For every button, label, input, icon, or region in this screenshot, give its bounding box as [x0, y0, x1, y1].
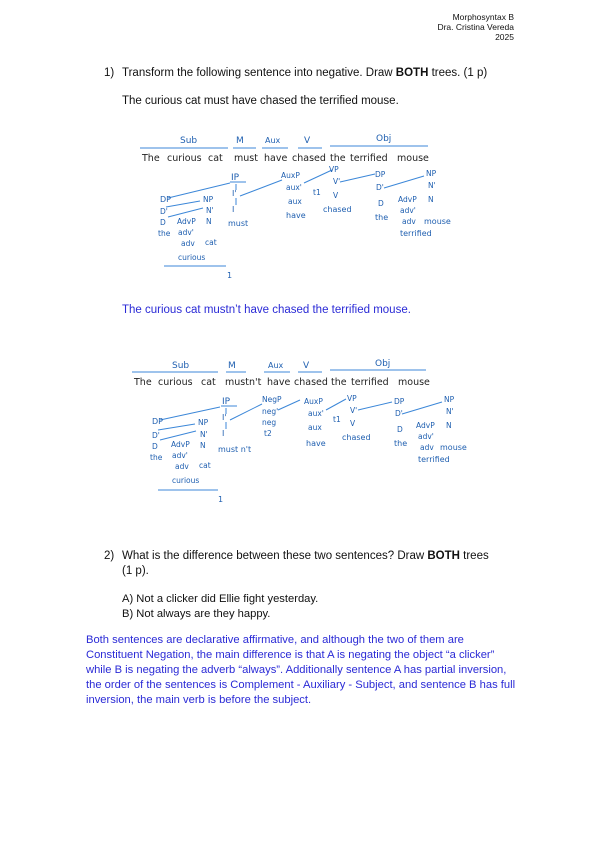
word-curious: curious [172, 476, 200, 485]
word-have: have [286, 211, 306, 220]
node-np: NP [426, 169, 437, 178]
node-ibar: I' [222, 413, 227, 422]
tree-word: mouse [398, 377, 430, 388]
option-b: B) Not always are they happy. [122, 608, 271, 620]
negative-sentence: The curious cat mustn’t have chased the terrified mouse. [122, 304, 411, 316]
node-adv: adv [181, 239, 195, 248]
node-dbar: D' [152, 431, 160, 440]
node-ip: IP [231, 173, 240, 183]
question-bold: BOTH [427, 550, 460, 562]
tree-word: mouse [397, 153, 429, 164]
node-nbar: N' [428, 181, 436, 190]
footnote-mark: 1 [227, 271, 233, 280]
tree-word: chased [292, 153, 326, 164]
question-text-b: trees. (1 p) [428, 67, 488, 79]
role-label: Sub [172, 361, 190, 371]
question-text-a: What is the difference between these two sentences? Draw [122, 550, 428, 562]
trace-t1: t1 [313, 188, 321, 197]
tree-word: curious [167, 153, 202, 164]
tree-word: terrified [350, 153, 388, 164]
word-terrified: terrified [400, 229, 432, 238]
node-vp: VP [347, 394, 357, 403]
node-vbar: V' [333, 177, 341, 186]
node-advbar: adv' [418, 432, 434, 441]
year: 2025 [495, 32, 514, 42]
node-advp: AdvP [177, 217, 196, 226]
node-negbar: neg' [262, 407, 279, 416]
node-dp: DP [375, 170, 386, 179]
node-d: D [160, 218, 166, 227]
node-ibar: I' [232, 189, 237, 198]
role-label: V [303, 361, 310, 371]
question-2 [104, 549, 489, 564]
tree-word: The [134, 377, 152, 388]
tree-word: mustn't [225, 377, 262, 388]
word-chased: chased [342, 433, 371, 442]
role-label: M [236, 136, 244, 146]
role-label: V [304, 136, 311, 146]
role-label: M [228, 361, 236, 371]
node-nbar: N' [200, 430, 208, 439]
word-mouse: mouse [424, 217, 451, 226]
node-auxbar: aux' [308, 409, 324, 418]
question-2-points: (1 p). [122, 565, 149, 577]
node-dbar: D' [160, 207, 168, 216]
node-d: D [378, 199, 384, 208]
answer-line: while B is negating the adverb “always”. Additionally sentence A has partial inversion, [86, 664, 507, 676]
answer-line: the order of the sentences is Complement - Auxiliary - Subject, and sentence B has full [86, 679, 516, 691]
word-the: the [158, 229, 171, 238]
answer-line: Both sentences are declarative affirmative, and although the two of them are [86, 634, 464, 646]
node-negp: NegP [262, 395, 282, 404]
syntax-tree-2 [0, 352, 600, 512]
node-aux: aux [288, 197, 302, 206]
instructor-name: Dra. Cristina Vereda [437, 22, 514, 32]
tree-word: terrified [351, 377, 389, 388]
node-vbar: V' [350, 406, 358, 415]
node-adv: adv [175, 462, 189, 471]
document-header [437, 12, 514, 42]
node-ip: IP [222, 397, 231, 407]
footnote-mark: 1 [218, 495, 224, 504]
node-n: N [200, 441, 206, 450]
original-sentence: The curious cat must have chased the terrified mouse. [122, 95, 399, 107]
word-mouse: mouse [440, 443, 467, 452]
node-aux: aux [308, 423, 322, 432]
word-terrified: terrified [418, 455, 450, 464]
question-number: 2) [104, 550, 115, 562]
option-a: A) Not a clicker did Ellie fight yesterday. [122, 593, 319, 605]
node-nbar: N' [206, 206, 214, 215]
syntax-tree-1 [0, 128, 600, 288]
node-v: V [333, 191, 339, 200]
question-1 [104, 66, 487, 81]
question-text-a: Transform the following sentence into negative. Draw [122, 67, 396, 79]
node-advp: AdvP [398, 195, 417, 204]
question-text-b: trees [459, 550, 489, 562]
word-the: the [150, 453, 163, 462]
question-number: 1) [104, 67, 115, 79]
course-name: Morphosyntax B [452, 12, 514, 22]
node-adv: adv [420, 443, 434, 452]
node-nbar: N' [446, 407, 454, 416]
node-adv: adv [402, 217, 416, 226]
word-the: the [375, 213, 389, 222]
question-bold: BOTH [395, 67, 429, 79]
tree-word: the [331, 377, 347, 388]
word-have: have [306, 439, 326, 448]
answer-paragraph [86, 633, 536, 708]
node-n: N [206, 217, 212, 226]
node-n: N [446, 421, 452, 430]
word-the: the [394, 439, 408, 448]
node-auxp: AuxP [281, 171, 300, 180]
word-cat: cat [199, 461, 211, 470]
trace-t2: t2 [264, 429, 272, 438]
node-auxbar: aux' [286, 183, 302, 192]
node-d: D [397, 425, 403, 434]
node-vp: VP [329, 165, 339, 174]
tree-word: have [264, 153, 288, 164]
word-chased: chased [323, 205, 352, 214]
role-label: Obj [376, 134, 392, 144]
word-cat: cat [205, 238, 217, 247]
role-label: Aux [265, 136, 281, 145]
trace-t1: t1 [333, 415, 341, 424]
node-dp: DP [160, 195, 171, 204]
node-np: NP [444, 395, 455, 404]
role-label: Obj [375, 359, 391, 369]
node-n: N [428, 195, 434, 204]
role-label: Aux [268, 361, 284, 370]
node-dbar: D' [376, 183, 384, 192]
node-dbar: D' [395, 409, 403, 418]
answer-line: Constituent Negation, the main difference is that A is negating the object “a clicker” [86, 649, 495, 661]
node-i: I [222, 429, 225, 438]
node-advp: AdvP [416, 421, 435, 430]
tree-word: curious [158, 377, 193, 388]
node-d: D [152, 442, 158, 451]
tree-word: The [142, 153, 160, 164]
node-advp: AdvP [171, 440, 190, 449]
node-np: NP [198, 418, 209, 427]
word-curious: curious [178, 253, 206, 262]
word-must: must [228, 219, 249, 228]
node-dp: DP [152, 417, 163, 426]
node-v: V [350, 419, 356, 428]
tree-word: cat [208, 153, 223, 164]
node-neg: neg [262, 418, 277, 427]
node-dp: DP [394, 397, 405, 406]
tree-word: must [234, 153, 258, 164]
tree-word: cat [201, 377, 216, 388]
tree-word: chased [294, 377, 328, 388]
tree-word: have [267, 377, 291, 388]
answer-line: inversion, the main verb is before the subject. [86, 694, 312, 706]
tree-word: the [330, 153, 346, 164]
node-advbar: adv' [178, 228, 194, 237]
node-np: NP [203, 195, 214, 204]
word-must: must n't [218, 445, 252, 454]
node-advbar: adv' [172, 451, 188, 460]
role-label: Sub [180, 136, 198, 146]
node-auxp: AuxP [304, 397, 323, 406]
node-advbar: adv' [400, 206, 416, 215]
node-i: I [232, 205, 235, 214]
